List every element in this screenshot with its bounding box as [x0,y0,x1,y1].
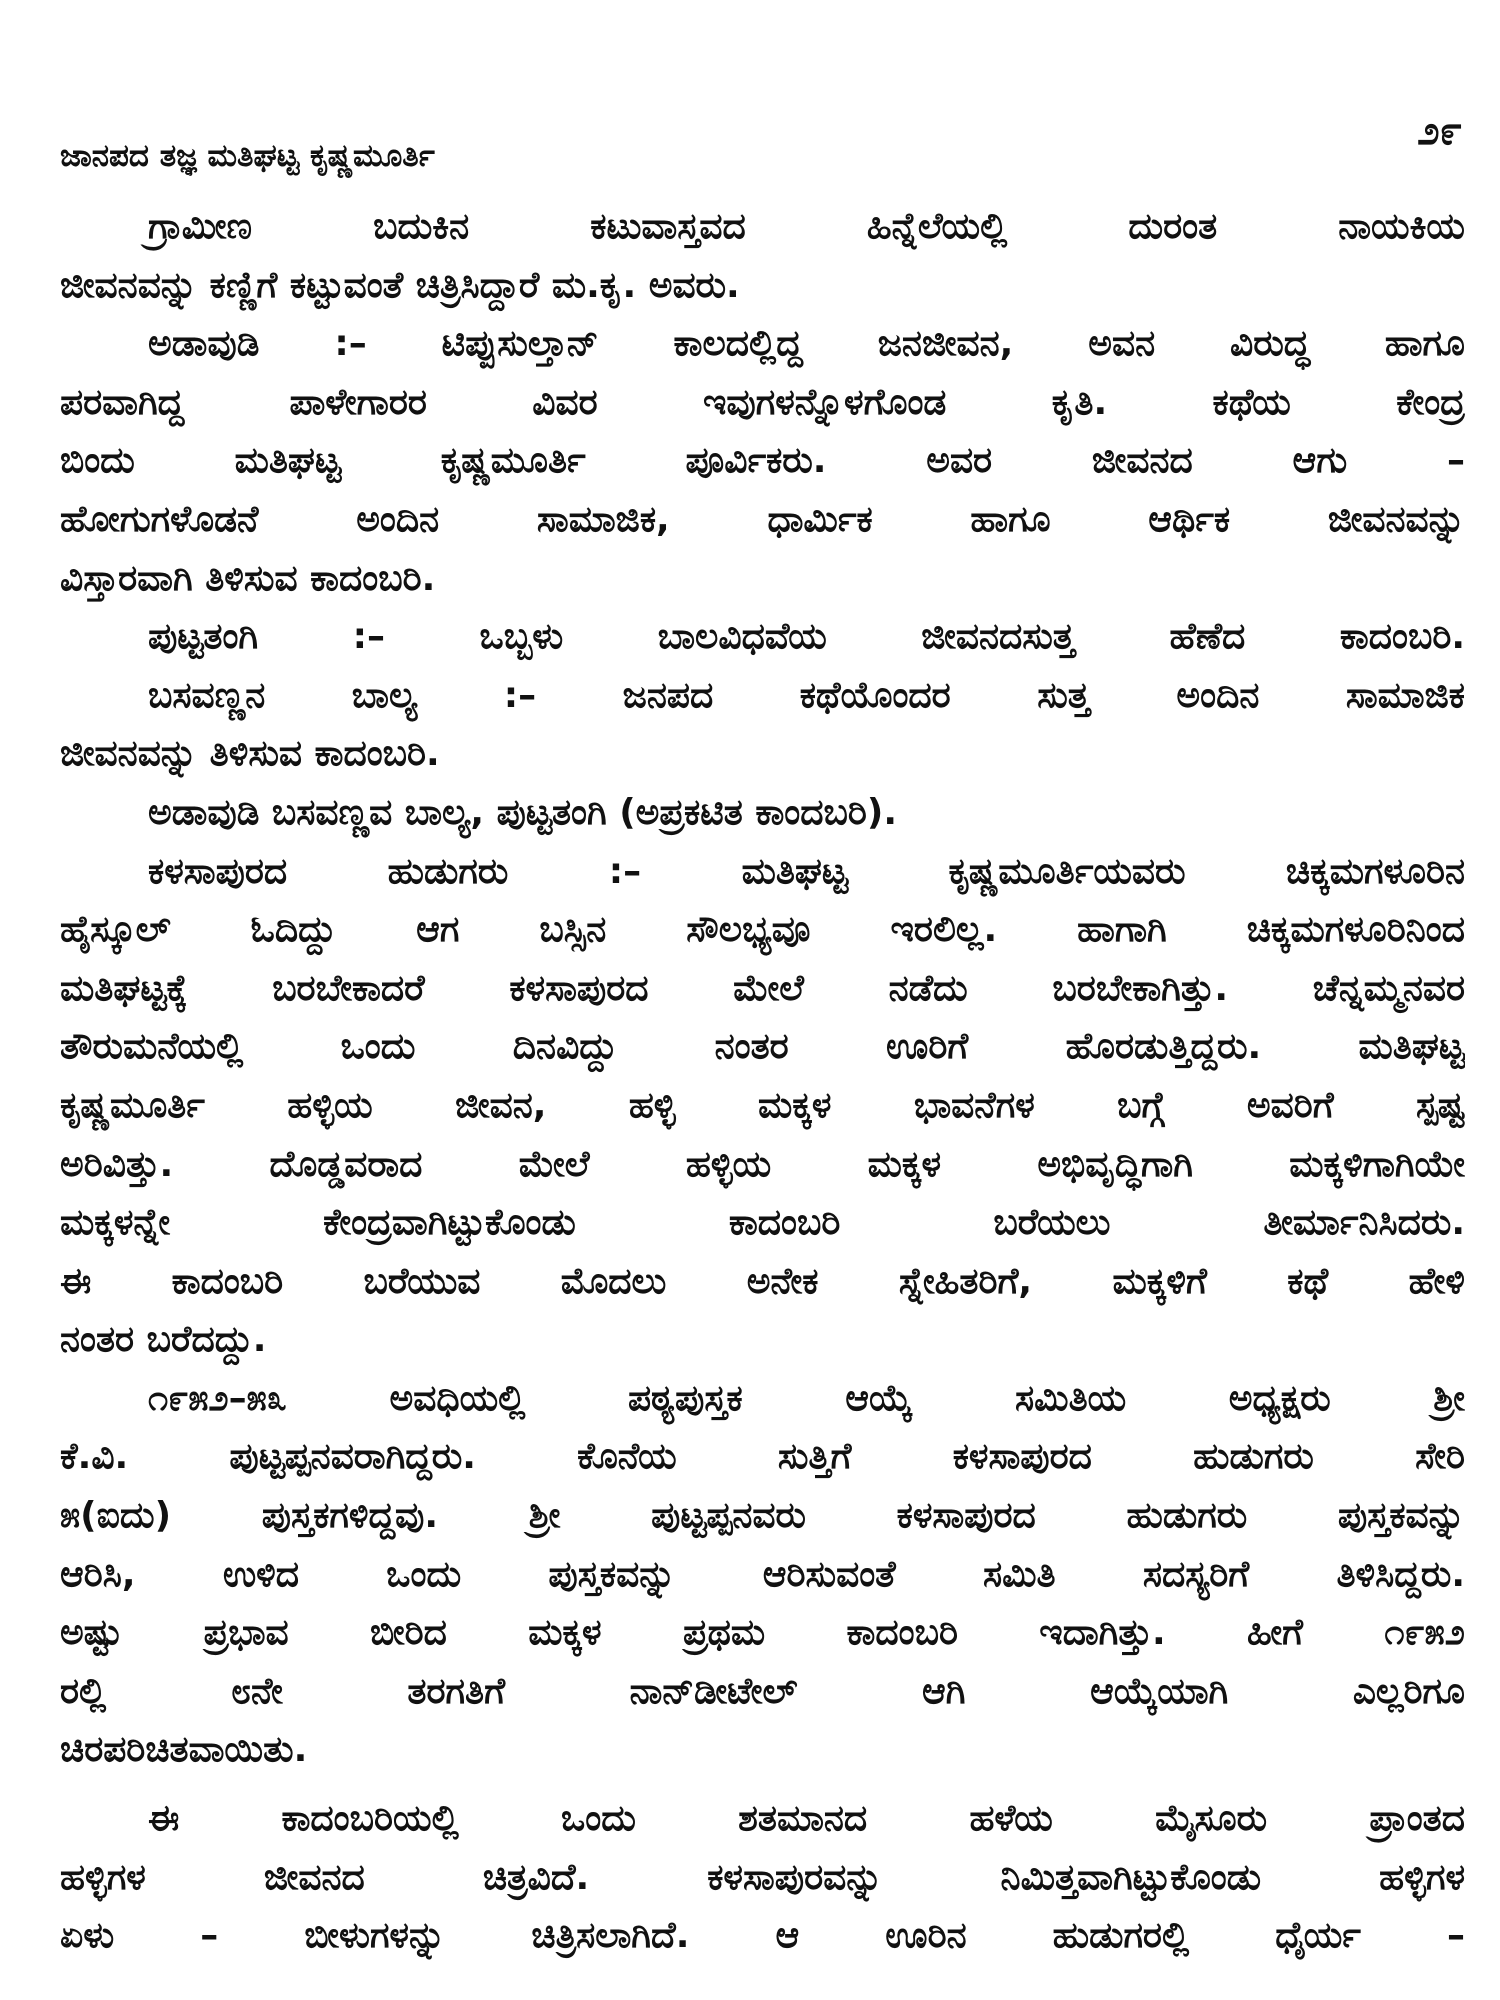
text-line: ಅಡಾವುಡಿ :– ಟಿಪ್ಪುಸುಲ್ತಾನ್ ಕಾಲದಲ್ಲಿದ್ದ ಜನಜೀವನ, ಅವನ ವಿರುದ್ಧ ಹಾಗೂ [148,323,1465,365]
text-line: ಕೆ.ವಿ. ಪುಟ್ಟಪ್ಪನವರಾಗಿದ್ದರು. ಕೊನೆಯ ಸುತ್ತಿಗೆ ಕಳಸಾಪುರದ ಹುಡುಗರು ಸೇರಿ [60,1436,1465,1478]
text-line: ಮಕ್ಕಳನ್ನೇ ಕೇಂದ್ರವಾಗಿಟ್ಟುಕೊಂಡು ಕಾದಂಬರಿ ಬರೆಯಲು ತೀರ್ಮಾನಿಸಿದರು. [60,1202,1465,1244]
body-text [60,198,1465,1966]
text-line: ೫(ಐದು) ಪುಸ್ತಕಗಳಿದ್ದವು. ಶ್ರೀ ಪುಟ್ಟಪ್ಪನವರು ಕಳಸಾಪುರದ ಹುಡುಗರು ಪುಸ್ತಕವನ್ನು [60,1495,1465,1537]
text-line: ಹೈಸ್ಕೂಲ್ ಓದಿದ್ದು ಆಗ ಬಸ್ಸಿನ ಸೌಲಭ್ಯವೂ ಇರಲಿಲ್ಲ. ಹಾಗಾಗಿ ಚಿಕ್ಕಮಗಳೂರಿನಿಂದ [60,909,1465,951]
text-line: ಪರವಾಗಿದ್ದ ಪಾಳೇಗಾರರ ವಿವರ ಇವುಗಳನ್ನೊಳಗೊಂಡ ಕೃತಿ. ಕಥೆಯ ಕೇಂದ್ರ [60,381,1465,423]
page-number: ೨೯ [1417,108,1462,154]
text-line: ಅರಿವಿತ್ತು. ದೊಡ್ಡವರಾದ ಮೇಲೆ ಹಳ್ಳಿಯ ಮಕ್ಕಳ ಅಭಿವೃದ್ಧಿಗಾಗಿ ಮಕ್ಕಳಿಗಾಗಿಯೇ [60,1143,1465,1185]
text-line: ಜೀವನವನ್ನು ತಿಳಿಸುವ ಕಾದಂಬರಿ. [60,733,440,775]
text-line: ಬಿಂದು ಮತಿಘಟ್ಟ ಕೃಷ್ಣಮೂರ್ತಿ ಪೂರ್ವಿಕರು. ಅವರ ಜೀವನದ ಆಗು – [60,440,1465,482]
running-head: ಜಾನಪದ ತಜ್ಞ ಮತಿಘಟ್ಟ ಕೃಷ್ಣಮೂರ್ತಿ [60,138,435,174]
text-line: ಕಳಸಾಪುರದ ಹುಡುಗರು :– ಮತಿಘಟ್ಟ ಕೃಷ್ಣಮೂರ್ತಿಯವರು ಚಿಕ್ಕಮಗಳೂರಿನ [148,850,1465,892]
text-line: ಗ್ರಾಮೀಣ ಬದುಕಿನ ಕಟುವಾಸ್ತವದ ಹಿನ್ನೆಲೆಯಲ್ಲಿ ದುರಂತ ನಾಯಕಿಯ [148,206,1465,247]
text-line: ತೌರುಮನೆಯಲ್ಲಿ ಒಂದು ದಿನವಿದ್ದು ನಂತರ ಊರಿಗೆ ಹೊರಡುತ್ತಿದ್ದರು. ಮತಿಘಟ್ಟ [60,1026,1465,1068]
text-line: ಹೋಗುಗಳೊಡನೆ ಅಂದಿನ ಸಾಮಾಜಿಕ, ಧಾರ್ಮಿಕ ಹಾಗೂ ಆರ್ಥಿಕ ಜೀವನವನ್ನು [60,498,1465,540]
text-line: ಮತಿಘಟ್ಟಕ್ಕೆ ಬರಬೇಕಾದರೆ ಕಳಸಾಪುರದ ಮೇಲೆ ನಡೆದು ಬರಬೇಕಾಗಿತ್ತು. ಚೆನ್ನಮ್ಮನವರ [60,967,1465,1009]
paragraph-gap [60,1780,1465,1790]
text-line: ಚಿರಪರಿಚಿತವಾಯಿತು. [60,1729,308,1771]
text-line: ಹಳ್ಳಿಗಳ ಜೀವನದ ಚಿತ್ರವಿದೆ. ಕಳಸಾಪುರವನ್ನು ನಿಮಿತ್ತವಾಗಿಟ್ಟುಕೊಂಡು ಹಳ್ಳಿಗಳ [60,1856,1465,1898]
text-line: ಅಷ್ಟು ಪ್ರಭಾವ ಬೀರಿದ ಮಕ್ಕಳ ಪ್ರಥಮ ಕಾದಂಬರಿ ಇದಾಗಿತ್ತು. ಹೀಗೆ ೧೯೫೨ [60,1612,1465,1654]
text-line: ಏಳು – ಬೀಳುಗಳನ್ನು ಚಿತ್ರಿಸಲಾಗಿದೆ. ಆ ಊರಿನ ಹುಡುಗರಲ್ಲಿ ಧೈರ್ಯ – [60,1915,1465,1957]
text-line: ಪುಟ್ಟತಂಗಿ :– ಒಬ್ಬಳು ಬಾಲವಿಧವೆಯ ಜೀವನದಸುತ್ತ ಹೆಣೆದ ಕಾದಂಬರಿ. [148,616,1465,658]
text-line: ೧೯೫೨–೫೩ ಅವಧಿಯಲ್ಲಿ ಪಠ್ಯಪುಸ್ತಕ ಆಯ್ಕೆ ಸಮಿತಿಯ ಅಧ್ಯಕ್ಷರು ಶ್ರೀ [148,1377,1465,1419]
text-line: ಕೃಷ್ಣಮೂರ್ತಿ ಹಳ್ಳಿಯ ಜೀವನ, ಹಳ್ಳಿ ಮಕ್ಕಳ ಭಾವನೆಗಳ ಬಗ್ಗೆ ಅವರಿಗೆ ಸ್ಪಷ್ಟ [60,1084,1465,1126]
text-line: ವಿಸ್ತಾರವಾಗಿ ತಿಳಿಸುವ ಕಾದಂಬರಿ. [60,557,436,599]
text-line: ಬಸವಣ್ಣನ ಬಾಲ್ಯ :– ಜನಪದ ಕಥೆಯೊಂದರ ಸುತ್ತ ಅಂದಿನ ಸಾಮಾಜಿಕ [148,674,1465,716]
text-line: ಈ ಕಾದಂಬರಿಯಲ್ಲಿ ಒಂದು ಶತಮಾನದ ಹಳೆಯ ಮೈಸೂರು ಪ್ರಾಂತದ [148,1798,1465,1840]
text-line: ಆರಿಸಿ, ಉಳಿದ ಒಂದು ಪುಸ್ತಕವನ್ನು ಆರಿಸುವಂತೆ ಸಮಿತಿ ಸದಸ್ಯರಿಗೆ ತಿಳಿಸಿದ್ದರು. [60,1553,1465,1595]
text-line: ನಂತರ ಬರೆದದ್ದು. [60,1319,267,1361]
text-line: ಅಡಾವುಡಿ ಬಸವಣ್ಣವ ಬಾಲ್ಯ, ಪುಟ್ಟತಂಗಿ (ಅಪ್ರಕಟಿತ ಕಾಂದಬರಿ). [148,791,898,833]
text-line: ರಲ್ಲಿ ೮ನೇ ತರಗತಿಗೆ ನಾನ್‌ಡೀಟೇಲ್ ಆಗಿ ಆಯ್ಕೆಯಾಗಿ ಎಲ್ಲರಿಗೂ [60,1670,1465,1712]
text-line: ಜೀವನವನ್ನು ಕಣ್ಣಿಗೆ ಕಟ್ಟುವಂತೆ ಚಿತ್ರಿಸಿದ್ದಾರೆ ಮ.ಕೃ. ಅವರು. [60,264,740,306]
text-line: ಈ ಕಾದಂಬರಿ ಬರೆಯುವ ಮೊದಲು ಅನೇಕ ಸ್ನೇಹಿತರಿಗೆ, ಮಕ್ಕಳಿಗೆ ಕಥೆ ಹೇಳಿ [60,1260,1465,1302]
